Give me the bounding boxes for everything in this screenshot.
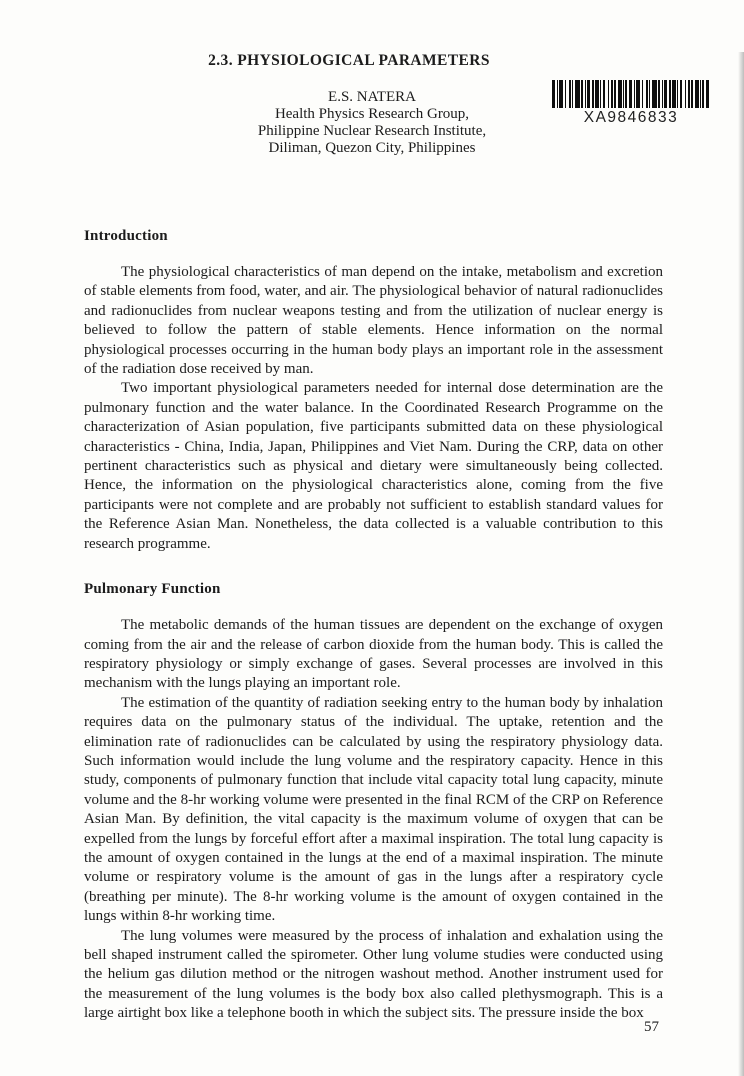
section-heading-introduction: Introduction: [84, 228, 168, 244]
affiliation-line: Philippine Nuclear Research Institute,: [257, 123, 487, 139]
page-title: 2.3. PHYSIOLOGICAL PARAMETERS: [208, 52, 490, 69]
paragraph: The lung volumes were measured by the process of inhalation and exhalation using the bell shaped instrument called the spirometer. Other lung volume studies were conducted using the helium gas dilution method or the nitrogen washout method. Another instrument used for the measurement of the lung volumes is the body box also called plethysmograph. This is a large airtight box like a telephone booth in which the subject sits. The pressure inside the box: [84, 927, 663, 1022]
affiliation-line: Health Physics Research Group,: [274, 106, 470, 122]
author-name: E.S. NATERA: [328, 89, 416, 105]
section-heading-pulmonary-function: Pulmonary Function: [84, 581, 221, 598]
scan-edge-shadow: [738, 52, 744, 1076]
barcode-image: [552, 80, 710, 108]
affiliation-line: Diliman, Quezon City, Philippines: [268, 140, 476, 156]
paragraph: The physiological characteristics of man depend on the intake, metabolism and excretion of stable elements from food, water, and air. The physiological behavior of natural radionuclides and radionuclides from nuclear weapons testing and from the utilization of nuclear energy is believed to follow the pattern of stable elements. Hence information on the normal physiological processes occurring in the human body plays an important role in the assessment of the radiation dose received by man.: [84, 264, 663, 378]
page-number: 57: [644, 1019, 659, 1035]
paragraph: The estimation of the quantity of radiation seeking entry to the human body by inhalation requires data on the pulmonary status of the individual. The uptake, retention and the elimination rate of radionuclides can be calculated by using the respiratory physiology data. Such information would include the lung volume and the respiratory capacity. Hence in this study, components of pulmonary function that include vital capacity total lung capacity, minute volume and the 8-hr working volume were presented in the final RCM of the CRP on Reference Asian Man. By definition, the vital capacity is the maximum volume of oxygen that can be expelled from the lungs by forceful effort after a maximal inspiration. The total lung capacity is the amount of oxygen contained in the lungs at the end of a maximal inspiration. The minute volume or respiratory volume is the amount of gas in the lungs after a respiratory cycle (breathing per minute). The 8-hr working volume is the amount of oxygen contained in the lungs within 8-hr working time.: [84, 694, 663, 925]
paragraph: Two important physiological parameters needed for internal dose determination are the pulmonary function and the water balance. In the Coordinated Research Programme on the characterization of Asian population, five participants submitted data on these physiological characteristics - China, India, Japan, Philippines and Viet Nam. During the CRP, data on other pertinent characteristics such as physical and dietary were simultaneously being collected. Hence, the information on the physiological characteristics alone, coming from the five participants were not complete and are probably not sufficient to establish standard values for the Reference Asian Man. Nonetheless, the data collected is a valuable contribution to this research programme.: [84, 380, 663, 552]
barcode: [550, 80, 712, 127]
barcode-text: XA9846833: [583, 109, 679, 126]
paragraph: The metabolic demands of the human tissues are dependent on the exchange of oxygen coming from the air and the release of carbon dioxide from the human body. This is called the respiratory physiology or simply exchange of gases. Several processes are involved in this mechanism with the lungs playing an important role.: [84, 617, 663, 692]
document-body: [84, 228, 663, 1024]
